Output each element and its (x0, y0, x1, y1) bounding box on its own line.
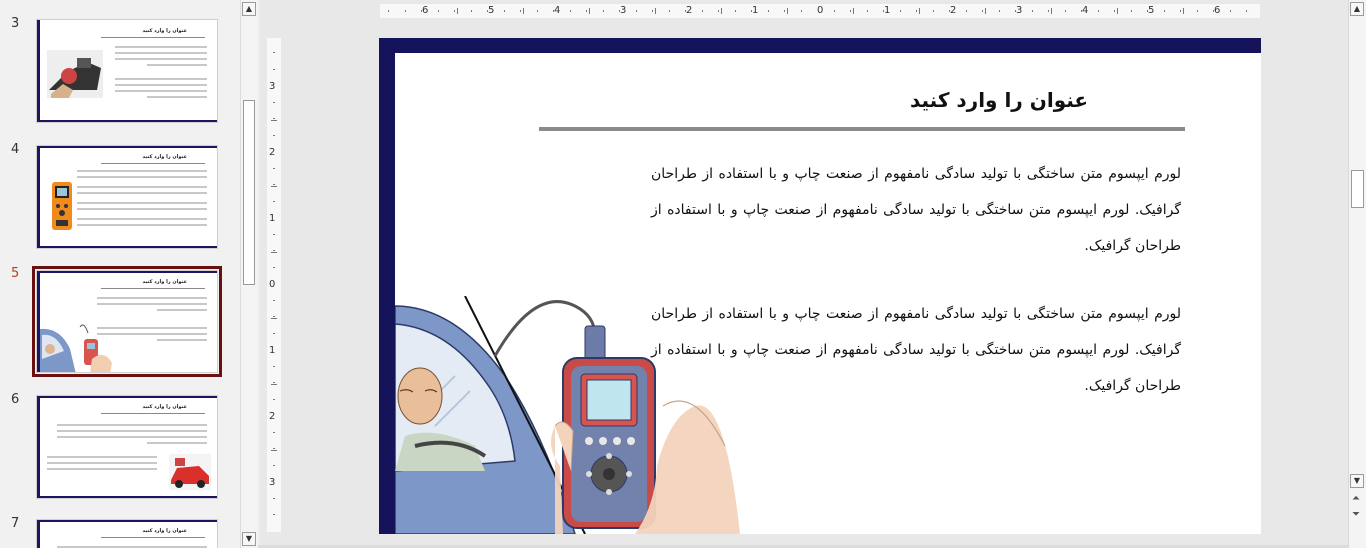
thumb-title: عنوان را وارد کنید (142, 528, 187, 534)
scrollbar-thumb[interactable] (1351, 170, 1364, 208)
slide-paragraph-1[interactable]: لورم ایپسوم متن ساختگی با تولید سادگی نامفهوم از صنعت چاپ و با استفاده از طراحان گرافیک. لورم ایپسوم متن ساختگی با تولید سادگی نامفهوم از صنعت چاپ و با استفاده از طراحان گرافیک. (651, 166, 1181, 254)
scroll-down-icon[interactable]: ▼ (242, 532, 256, 546)
slide-number: 7 (11, 516, 20, 531)
ruler-label: 1 (269, 213, 276, 224)
ruler-label: 3 (269, 81, 276, 92)
ruler-label: 3 (1016, 5, 1023, 16)
slide-number: 3 (11, 16, 20, 31)
editor-vertical-scrollbar[interactable] (1348, 0, 1366, 548)
slide-canvas[interactable] (379, 38, 1261, 534)
ruler-label: 2 (950, 5, 957, 16)
ruler-label: 2 (686, 5, 693, 16)
ruler-label: 5 (1148, 5, 1155, 16)
next-slide-icon[interactable]: ⏷ (1352, 509, 1360, 520)
ruler-label: 0 (269, 279, 276, 290)
slide-number: 4 (11, 142, 20, 157)
ruler-label: 3 (269, 477, 276, 488)
scroll-down-icon[interactable]: ▼ (1350, 474, 1364, 488)
horizontal-ruler (380, 4, 1260, 18)
scroll-up-icon[interactable]: ▲ (1350, 2, 1364, 16)
red-car-thumb-icon (169, 454, 211, 490)
ruler-label: 5 (488, 5, 495, 16)
ruler-label: 4 (554, 5, 561, 16)
thumb-title: عنوان را وارد کنید (142, 154, 187, 160)
car-diagnostic-illustration (395, 296, 755, 534)
slide-thumbnail-5[interactable] (36, 270, 218, 373)
ruler-label: 2 (269, 411, 276, 422)
ruler-label: 1 (269, 345, 276, 356)
scanner-thumb-icon (51, 180, 73, 232)
slide-top-bar (379, 38, 1261, 53)
slide-title[interactable]: عنوان را وارد کنید (909, 88, 1089, 112)
scrollbar-thumb[interactable] (243, 100, 255, 285)
title-divider (539, 127, 1185, 131)
ruler-label: 6 (1214, 5, 1221, 16)
slide-thumbnail-6[interactable] (36, 395, 218, 499)
previous-slide-icon[interactable]: ⏶ (1352, 493, 1360, 504)
slide-number-selected: 5 (11, 266, 20, 281)
vertical-ruler (267, 38, 281, 532)
thumb-title: عنوان را وارد کنید (142, 28, 187, 34)
slide-number: 6 (11, 392, 20, 407)
mechanic-thumb-icon (47, 50, 103, 98)
slide-sorter-panel (0, 0, 240, 548)
slide-thumbnail-4[interactable] (36, 145, 218, 249)
scroll-up-icon[interactable]: ▲ (242, 2, 256, 16)
slide-left-bar (379, 38, 395, 534)
thumb-title: عنوان را وارد کنید (142, 279, 187, 285)
slide-thumbnail-3[interactable] (36, 19, 218, 123)
ruler-label: 1 (884, 5, 891, 16)
ruler-label: 0 (817, 5, 824, 16)
ruler-label: 2 (269, 147, 276, 158)
ruler-label: 3 (620, 5, 627, 16)
slide-panel-scrollbar[interactable] (240, 0, 258, 548)
slide-thumbnail-7[interactable] (36, 519, 218, 548)
thumb-title: عنوان را وارد کنید (142, 404, 187, 410)
ruler-label: 1 (752, 5, 759, 16)
ruler-label: 4 (1082, 5, 1089, 16)
slide-paragraph-2[interactable]: لورم ایپسوم متن ساختگی با تولید سادگی نامفهوم از صنعت چاپ و با استفاده از طراحان گرافیک. لورم ایپسوم متن ساختگی با تولید سادگی نامفهوم از صنعت چاپ و با استفاده از طراحان گرافیک. (651, 306, 1181, 394)
ruler-label: 6 (422, 5, 429, 16)
